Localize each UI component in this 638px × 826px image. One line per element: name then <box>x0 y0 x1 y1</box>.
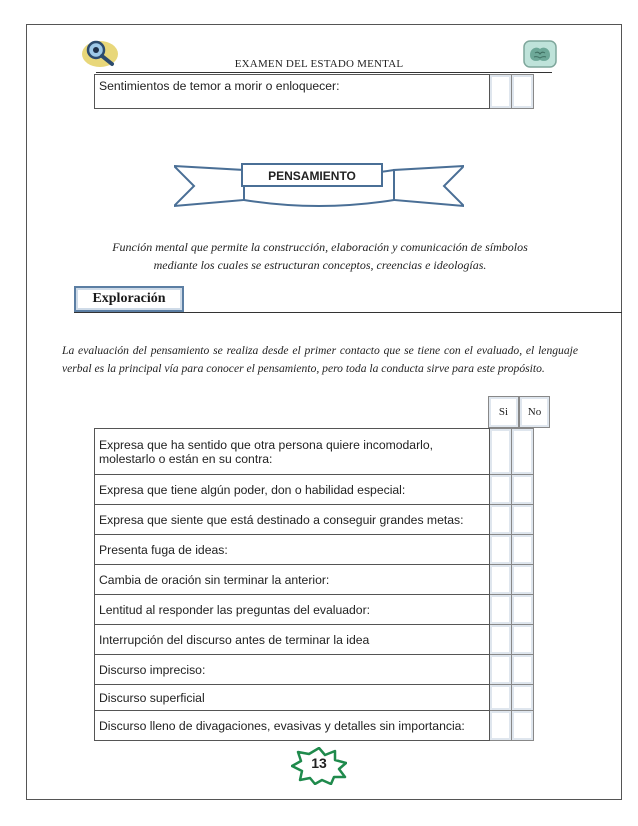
yes-checkbox[interactable] <box>490 565 512 595</box>
top-checklist <box>94 74 534 109</box>
table-row <box>95 75 534 109</box>
no-checkbox[interactable] <box>512 75 534 109</box>
no-checkbox[interactable] <box>512 505 534 535</box>
question-cell: Sentimientos de temor a morir o enloquecer: <box>95 75 490 109</box>
yes-no-header <box>488 396 550 428</box>
table-row <box>95 475 534 505</box>
no-checkbox[interactable] <box>512 565 534 595</box>
no-checkbox[interactable] <box>512 685 534 711</box>
question-cell: Discurso impreciso: <box>95 655 490 685</box>
no-column-header: No <box>519 396 550 428</box>
question-cell: Cambia de oración sin terminar la anterior: <box>95 565 490 595</box>
table-row <box>95 685 534 711</box>
yes-checkbox[interactable] <box>490 625 512 655</box>
no-checkbox[interactable] <box>512 625 534 655</box>
thinking-checklist <box>94 428 534 741</box>
question-cell: Discurso superficial <box>95 685 490 711</box>
exploration-intro: La evaluación del pensamiento se realiza desde el primer contacto que se tiene con el evaluado, el lenguaje verbal es la principal vía para conocer el pensamiento, pero toda la conducta sirve para este propósito. <box>62 344 578 375</box>
yes-column-header: Si <box>488 396 519 428</box>
question-cell: Interrupción del discurso antes de terminar la idea <box>95 625 490 655</box>
yes-checkbox[interactable] <box>490 685 512 711</box>
yes-checkbox[interactable] <box>490 655 512 685</box>
table-row <box>95 625 534 655</box>
table-row <box>95 655 534 685</box>
table-row <box>95 535 534 565</box>
question-cell: Expresa que siente que está destinado a conseguir grandes metas: <box>95 505 490 535</box>
question-cell: Discurso lleno de divagaciones, evasivas y detalles sin importancia: <box>95 711 490 741</box>
no-checkbox[interactable] <box>512 535 534 565</box>
question-cell: Expresa que tiene algún poder, don o habilidad especial: <box>95 475 490 505</box>
no-checkbox[interactable] <box>512 711 534 741</box>
table-row <box>95 595 534 625</box>
no-checkbox[interactable] <box>512 429 534 475</box>
yes-checkbox[interactable] <box>490 475 512 505</box>
question-cell: Expresa que ha sentido que otra persona quiere incomodarlo, molestarlo o están en su contra: <box>95 429 490 475</box>
yes-checkbox[interactable] <box>490 505 512 535</box>
header-divider <box>96 72 552 73</box>
section-banner <box>174 156 464 216</box>
table-row <box>95 505 534 535</box>
exploration-divider <box>74 312 622 313</box>
yes-checkbox[interactable] <box>490 75 512 109</box>
table-row <box>95 711 534 741</box>
yes-checkbox[interactable] <box>490 535 512 565</box>
section-definition: Función mental que permite la construcción, elaboración y comunicación de símbolos mediante los cuales se estructuran conceptos, creencias e ideologías. <box>112 240 528 272</box>
yes-checkbox[interactable] <box>490 711 512 741</box>
table-row <box>95 429 534 475</box>
no-checkbox[interactable] <box>512 595 534 625</box>
no-checkbox[interactable] <box>512 475 534 505</box>
header-title: EXAMEN DEL ESTADO MENTAL <box>234 58 404 70</box>
page-number: 13 <box>311 755 327 771</box>
table-row <box>95 565 534 595</box>
exploration-tab: Exploración <box>74 286 184 312</box>
question-cell: Presenta fuga de ideas: <box>95 535 490 565</box>
section-title: PENSAMIENTO <box>268 169 356 183</box>
no-checkbox[interactable] <box>512 655 534 685</box>
yes-checkbox[interactable] <box>490 595 512 625</box>
yes-checkbox[interactable] <box>490 429 512 475</box>
question-cell: Lentitud al responder las preguntas del evaluador: <box>95 595 490 625</box>
